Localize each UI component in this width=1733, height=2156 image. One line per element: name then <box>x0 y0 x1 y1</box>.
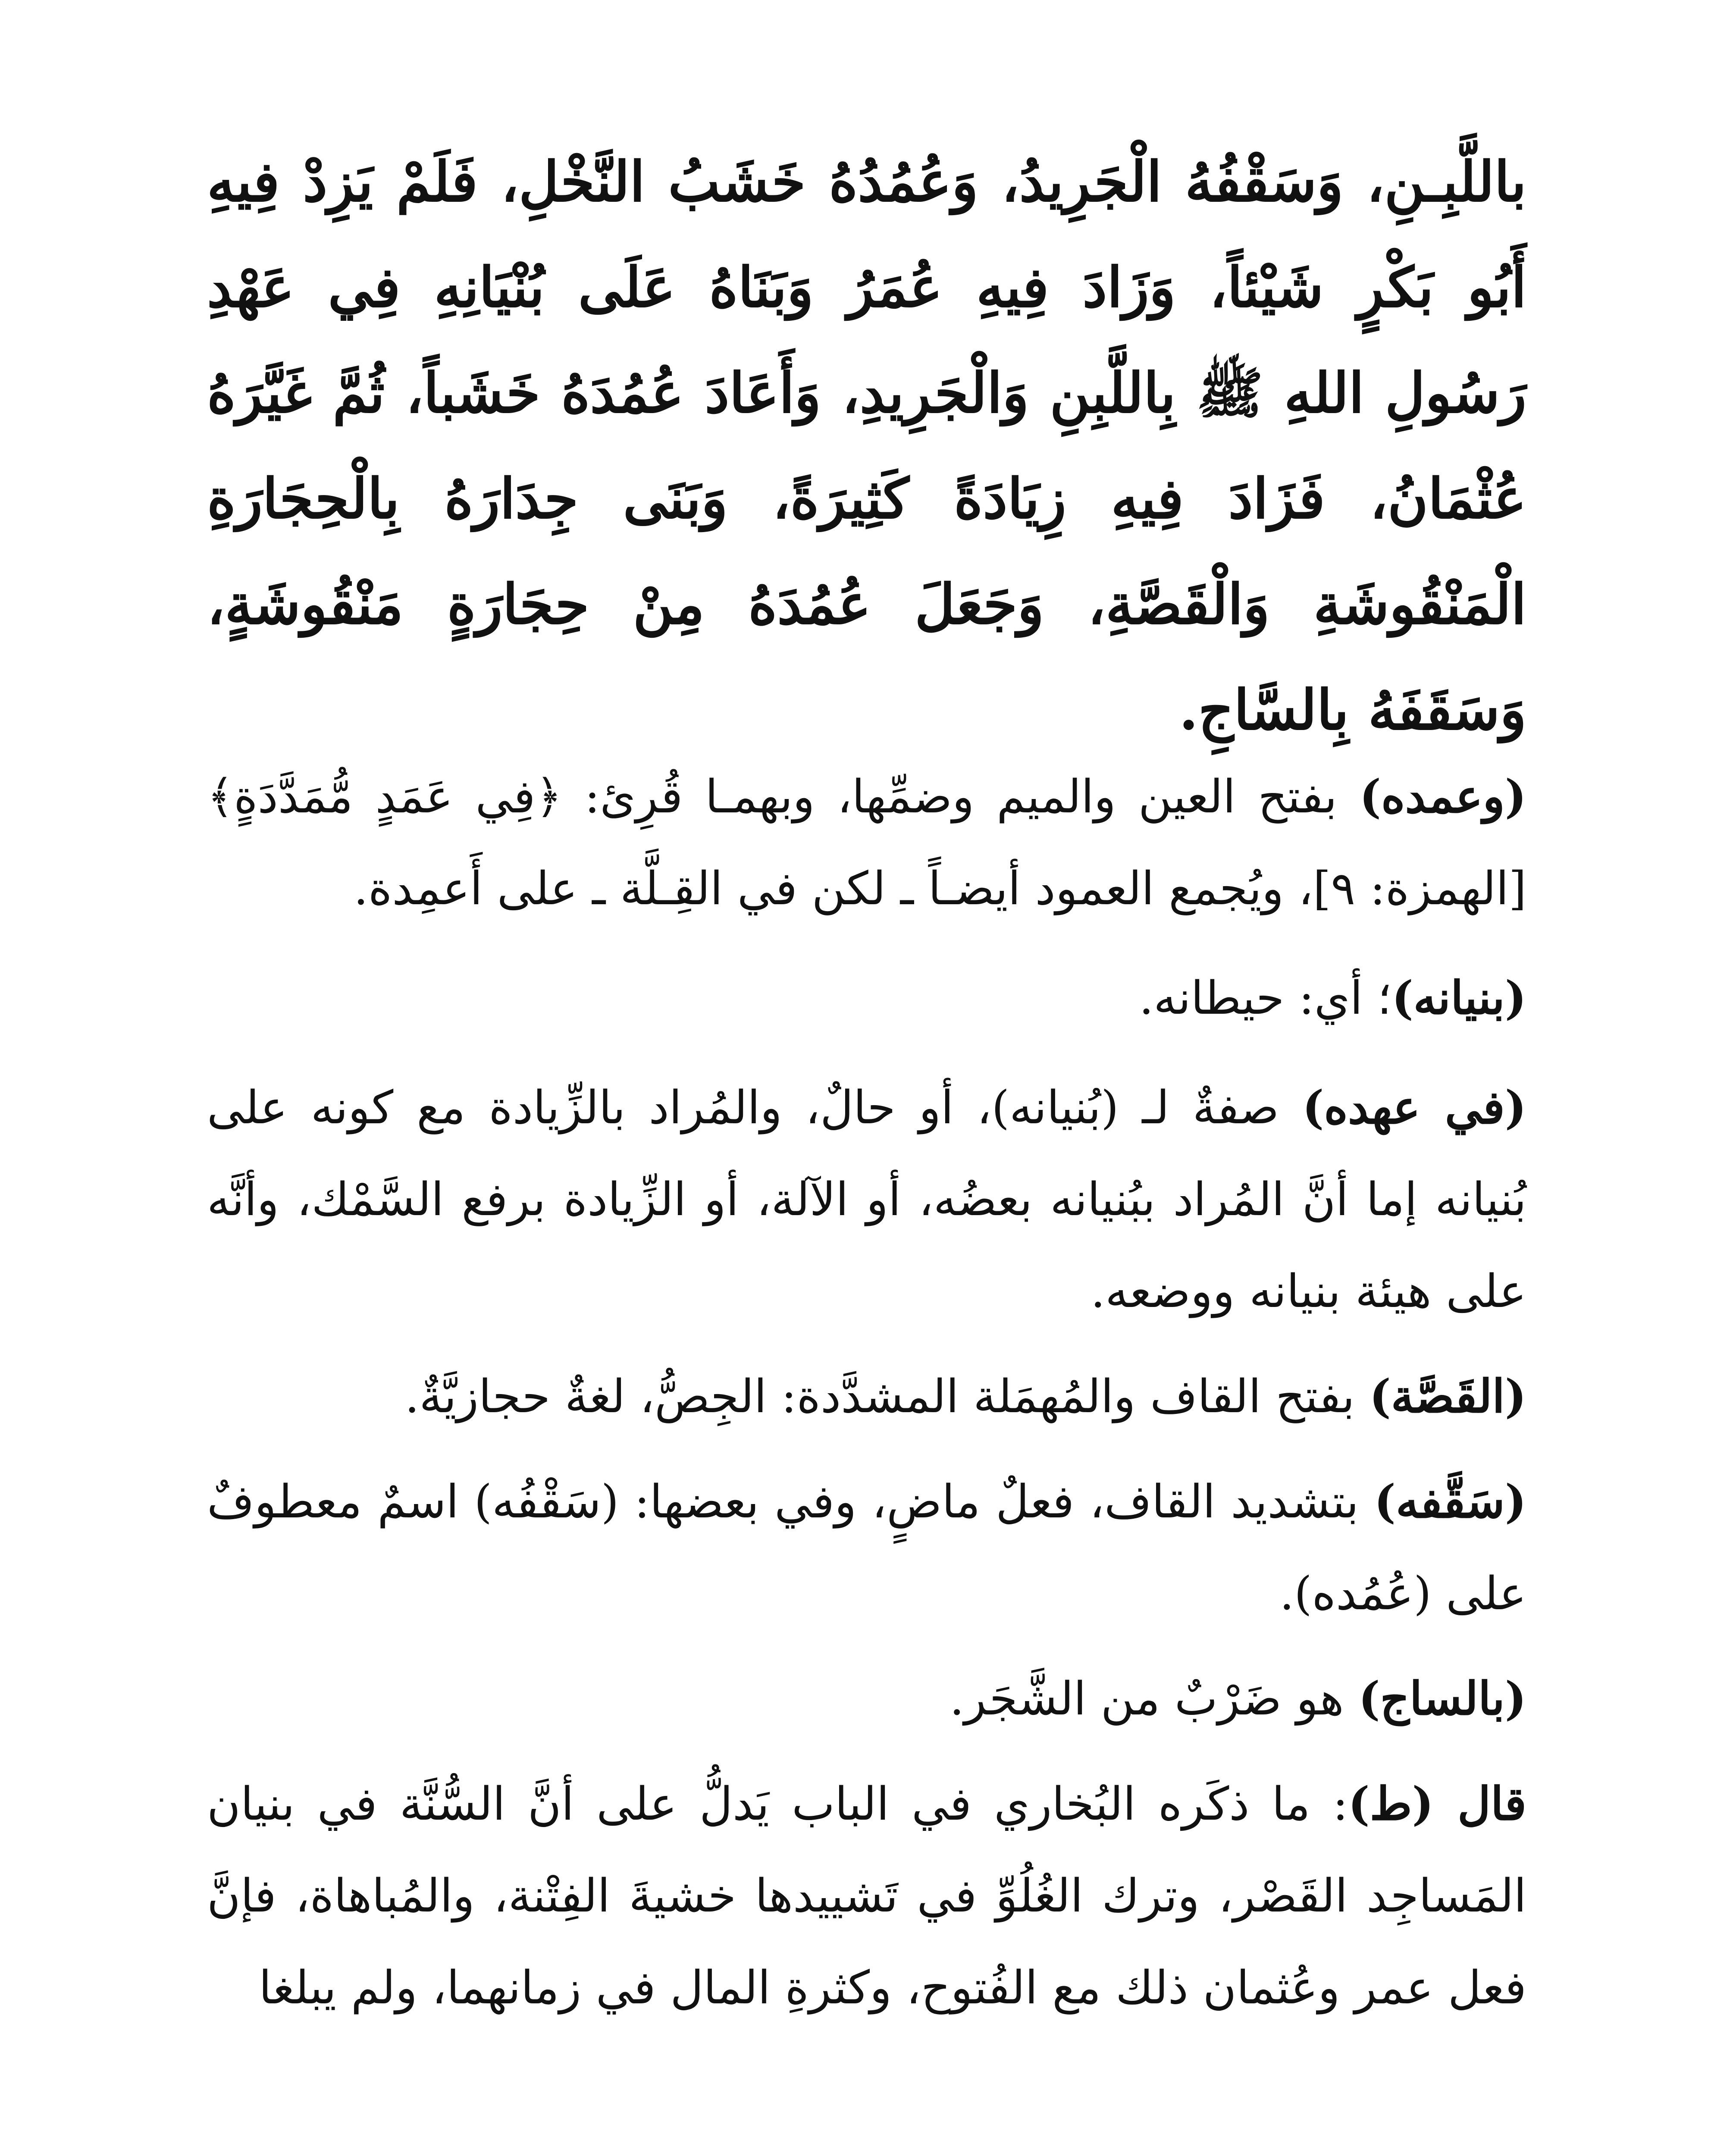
commentary-term: (بنيانه) <box>1391 971 1526 1025</box>
hadith-paragraph: باللَّبِـنِ، وَسَقْفُهُ الْجَرِيدُ، وَعُمُدُهُ خَشَبُ النَّخْلِ، فَلَمْ يَزِدْ فِيهِ أَبُو بَكْرٍ شَيْئاً، وَزَادَ فِيهِ عُمَرُ وَبَنَاهُ عَلَى بُنْيَانِهِ فِي عَهْدِ رَسُولِ اللهِ ﷺ بِاللَّبِنِ وَالْجَرِيدِ، وَأَعَادَ عُمُدَهُ خَشَباً، ثُمَّ غَيَّرَهُ عُثْمَانُ، فَزَادَ فِيهِ زِيَادَةً كَثِيرَةً، وَبَنَى جِدَارَهُ بِالْحِجَارَةِ الْمَنْقُوشَةِ وَالْقَصَّةِ، وَجَعَلَ عُمُدَهُ مِنْ حِجَارَةٍ مَنْقُوشَةٍ، وَسَقَفَهُ بِالسَّاجِ. <box>207 150 1526 743</box>
commentary-text: ؛ أي: حيطانه. <box>1139 971 1392 1025</box>
commentary-paragraph <box>207 952 1526 1044</box>
commentary-text: بتشديد القاف، فعلٌ ماضٍ، وفي بعضها: (سَقْفُه) اسمٌ معطوفٌ على (عُمُده). <box>207 1475 1526 1620</box>
commentary-term: (القَصَّة) <box>1369 1369 1526 1423</box>
commentary-block <box>207 750 1526 2046</box>
commentary-term: (وعمده) <box>1359 769 1526 823</box>
commentary-paragraph <box>207 1652 1526 1745</box>
hadith-text-block <box>207 129 1526 763</box>
commentary-text: صفةٌ لـ (بُنيانه)، أو حالٌ، والمُراد بالزِّيادة مع كونه على بُنيانه إما أنَّ المُراد ببُنيانه بعضُه، أو الآلة، أو الزِّيادة برفع السَّمْك، وأنَّه على هيئة بنيانه ووضعه. <box>207 1081 1526 1318</box>
commentary-text: بفتح القاف والمُهمَلة المشدَّدة: الجِصُّ، لغةٌ حجازيَّةٌ. <box>404 1370 1369 1423</box>
commentary-term: (بالساج) <box>1358 1671 1526 1725</box>
commentary-text: هو ضَرْبٌ من الشَّجَر. <box>950 1672 1359 1725</box>
commentary-paragraph <box>207 1455 1526 1639</box>
commentary-term: (في عهده) <box>1302 1080 1526 1134</box>
commentary-paragraph <box>207 1061 1526 1337</box>
commentary-term: (سَقَّفه) <box>1374 1474 1526 1528</box>
commentary-paragraph <box>207 1350 1526 1442</box>
commentary-paragraph <box>207 750 1526 934</box>
commentary-text: بفتح العين والميم وضمِّها، وبهمـا قُرِئ: ﴿فِي عَمَدٍ مُّمَدَّدَةٍ﴾[الهمزة: ٩]، ويُجمع العمود أيضـاً ـ لكن في القِـلَّة ـ على أَعمِدة. <box>207 770 1526 915</box>
commentary-paragraph <box>207 1758 1526 2034</box>
commentary-text: : ما ذكَره البُخاري في الباب يَدلُّ على أنَّ السُّنَّة في بنيان المَساجِد القَصْر، وترك الغُلُوِّ في تَشييدها خشيةَ الفِتْنة، والمُباهاة، فإنَّ فعل عمر وعُثمان ذلك مع الفُتوح، وكثرةِ المال في زمانهما، ولم يبلغا <box>207 1777 1526 2014</box>
commentary-term: قال (ط) <box>1348 1777 1526 1830</box>
